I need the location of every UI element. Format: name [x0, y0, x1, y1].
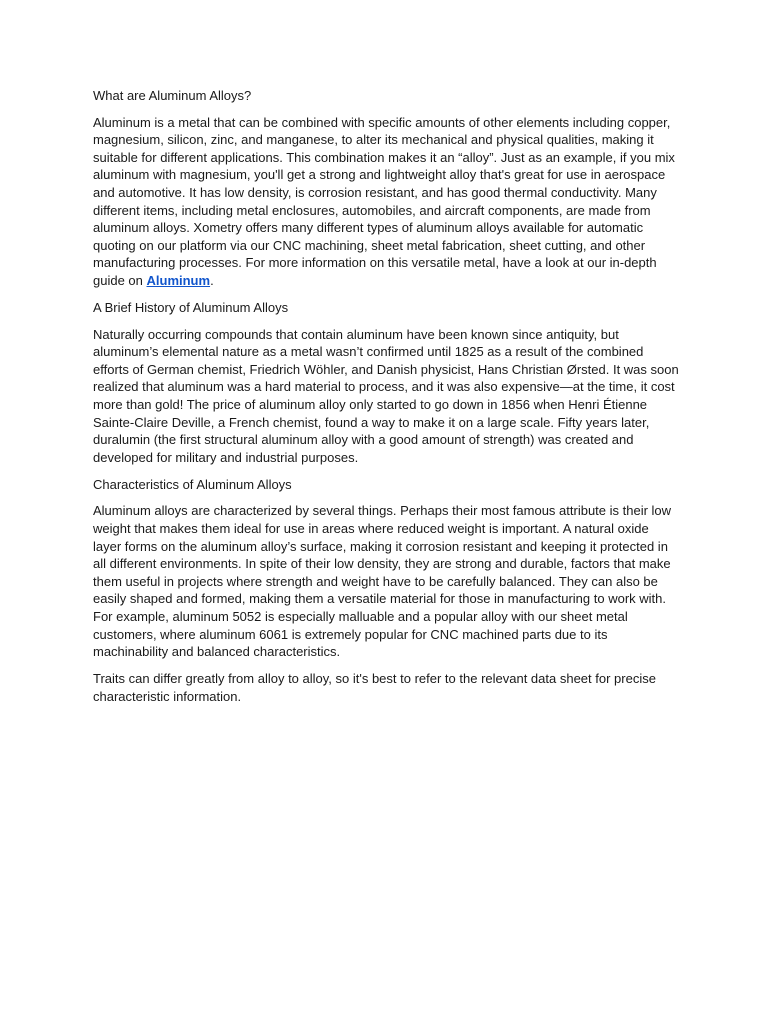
- paragraph-characteristics: Aluminum alloys are characterized by several things. Perhaps their most famous attribute is their low weight that makes them ideal for use in areas where reduced weight is important. A natural oxide layer forms on the aluminum alloy’s surface, making it corrosion resistant and keeping it protected in all different environments. In spite of their low density, they are strong and durable, factors that make them useful in projects where strength and weight have to be carefully balanced. They can also be easily shaped and formed, making them a versatile material for those in manufacturing to work with. For example, aluminum 5052 is especially malluable and a popular alloy with our sheet metal customers, where aluminum 6061 is extremely popular for CNC machined parts due to its machinability and balanced characteristics.: [93, 503, 672, 660]
- paragraph-intro-text: Aluminum is a metal that can be combined with specific amounts of other elements including copper, magnesium, silicon, zinc, and manganese, to alter its mechanical and physical qualities, making it suitable for different applications. This combination makes it an “alloy”. Just as an example, if you mix aluminum with magnesium, you'll get a strong and lightweight alloy that's great for use in aerospace and automotive. It has low density, is corrosion resistant, and has good thermal conductivity. Many different items, including metal enclosures, automobiles, and aircraft components, are made from aluminum alloys. Xometry offers many different types of aluminum alloys available for automatic quoting on our platform via our CNC machining, sheet metal fabrication, sheet cutting, and other manufacturing processes. For more information on this versatile metal, have a look at our in-depth guide on: [93, 114, 675, 288]
- section-heading-what-are: What are Aluminum Alloys?: [93, 88, 252, 103]
- aluminum-guide-link[interactable]: Aluminum: [146, 272, 211, 288]
- section-heading-history: A Brief History of Aluminum Alloys: [93, 300, 289, 316]
- paragraph-intro: [93, 114, 679, 290]
- paragraph-traits: Traits can differ greatly from alloy to alloy, so it's best to refer to the relevant data sheet for precise characteristic information.: [93, 671, 656, 704]
- paragraph-history: Naturally occurring compounds that contain aluminum have been known since antiquity, but aluminum’s elemental nature as a metal wasn’t confirmed until 1825 as a result of the combined efforts of German chemist, Friedrich Wöhler, and Danish physicist, Hans Christian Ørsted. It was soon realized that aluminum was a hard material to process, and it was also expensive—at the time, it cost more than gold! The price of aluminum alloy only started to go down in 1856 when Henri Étienne Sainte-Claire Deville, a French chemist, found a way to make it on a large scale. Fifty years later, duralumin (the first structural aluminum alloy with a good amount of strength) was created and developed for military and industrial purposes.: [93, 326, 679, 465]
- paragraph-intro-end: .: [210, 272, 214, 288]
- document-body: [93, 87, 679, 715]
- section-heading-characteristics: Characteristics of Aluminum Alloys: [93, 476, 292, 492]
